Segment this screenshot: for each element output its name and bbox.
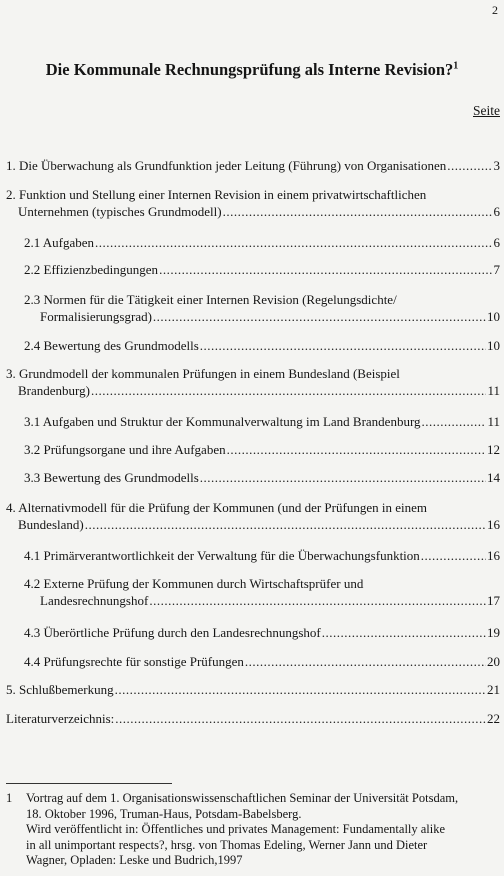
- toc-line: [6, 157, 500, 174]
- toc-line: [24, 592, 500, 609]
- toc-entry-title: 4.1 Primärverantwortlichkeit der Verwaltung für die Überwachungsfunktion: [24, 548, 420, 563]
- dot-leader: [223, 203, 493, 220]
- toc-page-number: 16: [487, 548, 500, 563]
- toc-page-number: 17: [487, 593, 500, 608]
- toc-line: [24, 653, 500, 670]
- dot-leader: [159, 261, 492, 278]
- toc-page-number: 19: [487, 625, 500, 640]
- toc-line: [24, 413, 500, 430]
- toc-line: [24, 234, 500, 251]
- toc-entry-title: 3. Grundmodell der kommunalen Prüfungen in einem Bundesland (Beispiel: [6, 366, 400, 381]
- toc-line: [24, 291, 500, 308]
- toc-page-number: 11: [487, 414, 500, 429]
- toc-line: [6, 499, 500, 516]
- toc-entry-title: 5. Schlußbemerkung: [6, 682, 114, 697]
- toc-entry: [24, 575, 500, 609]
- footnote-line: in all unimportant respects?, hrsg. von Thomas Edeling, Werner Jann und Dieter: [26, 837, 428, 852]
- footnote-line: 18. Oktober 1996, Truman-Haus, Potsdam-Babelsberg.: [26, 806, 302, 821]
- toc-entry-title: 3.1 Aufgaben und Struktur der Kommunalverwaltung im Land Brandenburg: [24, 414, 421, 429]
- footnote-line: Wagner, Opladen: Leske und Budrich,1997: [26, 853, 243, 867]
- title-footnote-marker: 1: [453, 60, 459, 72]
- toc-line: [6, 186, 500, 203]
- toc-page-number: 12: [487, 442, 500, 457]
- toc-page-number: 10: [487, 309, 500, 324]
- toc-entry: [24, 441, 500, 458]
- dot-leader: [227, 441, 486, 458]
- toc-entry-title: 2.1 Aufgaben: [24, 235, 95, 250]
- dot-leader: [153, 308, 486, 325]
- toc-entry: [24, 469, 500, 486]
- toc-entry-title: 4. Alternativmodell für die Prüfung der Kommunen (und der Prüfungen in einem: [6, 500, 427, 515]
- toc-entry: [24, 413, 500, 430]
- toc-entry: [24, 291, 500, 325]
- toc-line: [24, 575, 500, 592]
- document-title: [0, 60, 504, 80]
- dot-leader: [149, 592, 486, 609]
- toc-line: [6, 203, 500, 220]
- toc-entry: [24, 261, 500, 278]
- toc-line: [24, 547, 500, 564]
- dot-leader: [200, 469, 486, 486]
- toc-entry-title: 2.2 Effizienzbedingungen: [24, 262, 159, 277]
- footnote-body: [26, 791, 500, 869]
- toc-entry-title: 3.3 Bewertung des Grundmodells: [24, 470, 199, 485]
- toc-entry-title: 1. Die Überwachung als Grundfunktion jeder Leitung (Führung) von Organisationen: [6, 158, 447, 173]
- footnote-line: Vortrag auf dem 1. Organisationswissenschaftlichen Seminar der Universität Potsdam,: [26, 791, 459, 805]
- toc-line: [6, 516, 500, 533]
- toc-line: [6, 710, 500, 727]
- toc-page-number: 7: [493, 262, 500, 277]
- footnote-divider: [6, 783, 172, 784]
- footnote: [6, 791, 500, 869]
- toc-entry: [24, 337, 500, 354]
- toc-line: [24, 261, 500, 278]
- toc-entry: [6, 499, 500, 533]
- toc-entry: [6, 710, 500, 727]
- toc-entry-title: 4.3 Überörtliche Prüfung durch den Landesrechnungshof: [24, 625, 321, 640]
- page-column-label: Seite: [473, 103, 500, 118]
- toc-line: [24, 624, 500, 641]
- toc-page-number: 6: [493, 204, 500, 219]
- toc-page-number: 16: [487, 517, 500, 532]
- dot-leader: [421, 547, 486, 564]
- toc-entry-title: Literaturverzeichnis:: [6, 711, 115, 726]
- dot-leader: [85, 516, 486, 533]
- dot-leader: [115, 681, 486, 698]
- toc-entry-title: Landesrechnungshof: [40, 593, 149, 608]
- dot-leader: [245, 653, 486, 670]
- toc-line: [24, 337, 500, 354]
- dot-leader: [95, 234, 492, 251]
- toc-entry: [6, 186, 500, 220]
- toc-entry: [24, 653, 500, 670]
- toc-entry-title: 2. Funktion und Stellung einer Internen Revision in einem privatwirtschaftlichen: [6, 187, 427, 202]
- dot-leader: [447, 157, 492, 174]
- toc-line: [6, 365, 500, 382]
- toc-entry-title: 4.2 Externe Prüfung der Kommunen durch Wirtschaftsprüfer und: [24, 576, 364, 591]
- toc-line: [24, 469, 500, 486]
- toc-page-number: 14: [487, 470, 500, 485]
- page-number: 2: [492, 3, 498, 17]
- toc-line: [24, 308, 500, 325]
- toc-entry-title: Unternehmen (typisches Grundmodell): [18, 204, 222, 219]
- footnote-marker: 1: [6, 791, 13, 805]
- toc-entry-title: Bundesland): [18, 517, 84, 532]
- toc-page-number: 10: [487, 338, 500, 353]
- toc-entry: [24, 234, 500, 251]
- toc-entry-title: Formalisierungsgrad): [40, 309, 152, 324]
- toc-entry-title: 3.2 Prüfungsorgane und ihre Aufgaben: [24, 442, 226, 457]
- toc-entry: [6, 681, 500, 698]
- toc-page-number: 21: [487, 682, 500, 697]
- toc-page-number: 6: [493, 235, 500, 250]
- toc-entry: [6, 157, 500, 174]
- toc-page-number: 22: [487, 711, 500, 726]
- toc-line: [6, 681, 500, 698]
- dot-leader: [91, 382, 487, 399]
- toc-page-number: 20: [487, 654, 500, 669]
- toc-entry: [6, 365, 500, 399]
- toc-entry: [24, 624, 500, 641]
- dot-leader: [115, 710, 486, 727]
- toc-entry-title: 2.3 Normen für die Tätigkeit einer Internen Revision (Regelungsdichte/: [24, 292, 397, 307]
- dot-leader: [322, 624, 486, 641]
- toc-entry-title: 2.4 Bewertung des Grundmodells: [24, 338, 199, 353]
- dot-leader: [422, 413, 487, 430]
- toc-entry-title: Brandenburg): [18, 383, 90, 398]
- toc-line: [24, 441, 500, 458]
- toc-line: [6, 382, 500, 399]
- toc-page-number: 11: [487, 383, 500, 398]
- toc-entry: [24, 547, 500, 564]
- toc-entry-title: 4.4 Prüfungsrechte für sonstige Prüfungen: [24, 654, 244, 669]
- dot-leader: [200, 337, 486, 354]
- title-text: Die Kommunale Rechnungsprüfung als Interne Revision?: [45, 60, 454, 79]
- footnote-line: Wird veröffentlicht in: Öffentliches und privates Management: Fundamentally alike: [26, 822, 446, 836]
- toc-page-number: 3: [493, 158, 500, 173]
